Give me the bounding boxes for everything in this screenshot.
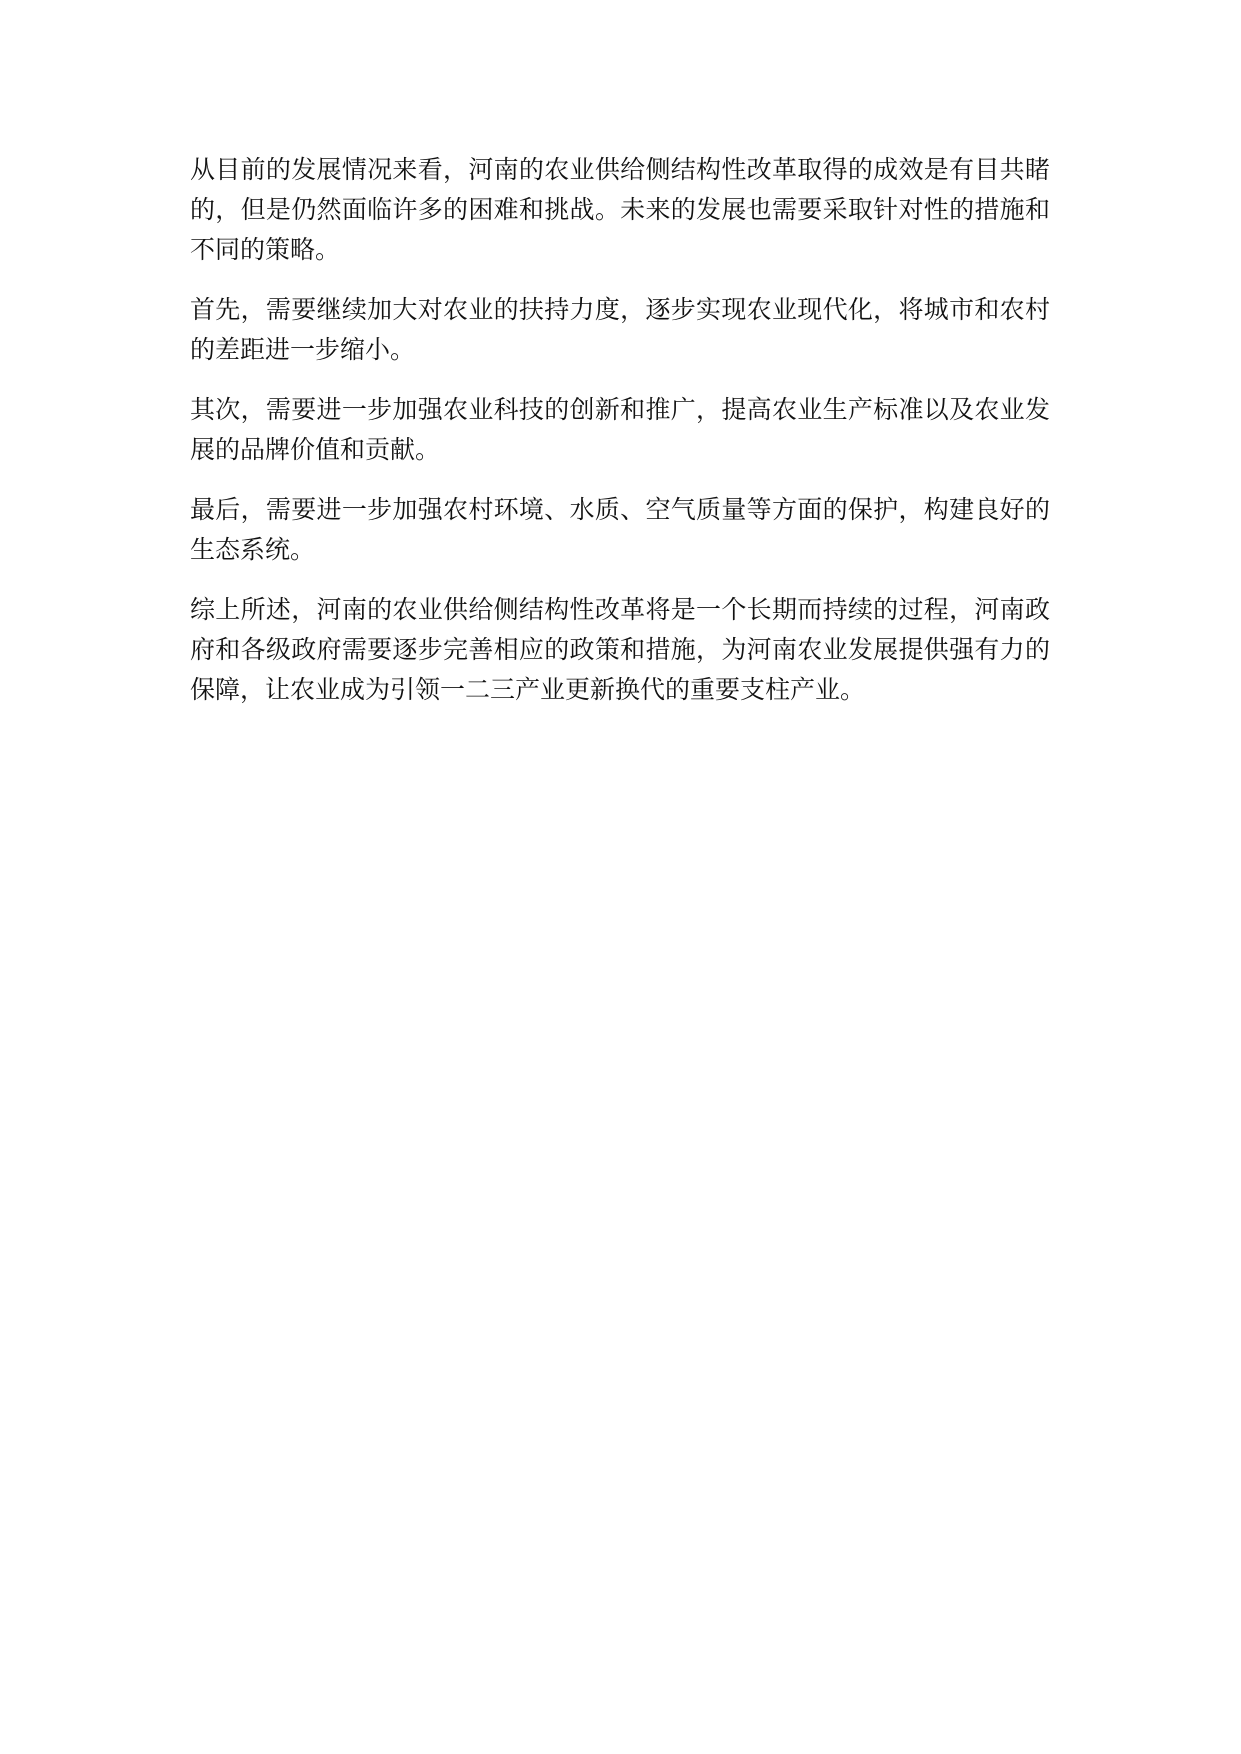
paragraph-second-measure: 其次，需要进一步加强农业科技的创新和推广，提高农业生产标准以及农业发展的品牌价值和贡献。: [190, 395, 1050, 464]
paragraph-conclusion: 综上所述，河南的农业供给侧结构性改革将是一个长期而持续的过程，河南政府和各级政府需要逐步完善相应的政策和措施，为河南农业发展提供强有力的保障，让农业成为引领一二三产业更新换代的重要支柱产业。: [190, 595, 1050, 704]
paragraph-first-measure: 首先，需要继续加大对农业的扶持力度，逐步实现农业现代化，将城市和农村的差距进一步缩小。: [190, 295, 1050, 364]
paragraph-outlook: 从目前的发展情况来看，河南的农业供给侧结构性改革取得的成效是有目共睹的，但是仍然面临许多的困难和挑战。未来的发展也需要采取针对性的措施和不同的策略。: [190, 155, 1050, 264]
document-body: [190, 150, 1050, 730]
paragraph-third-measure: 最后，需要进一步加强农村环境、水质、空气质量等方面的保护，构建良好的生态系统。: [190, 495, 1050, 564]
